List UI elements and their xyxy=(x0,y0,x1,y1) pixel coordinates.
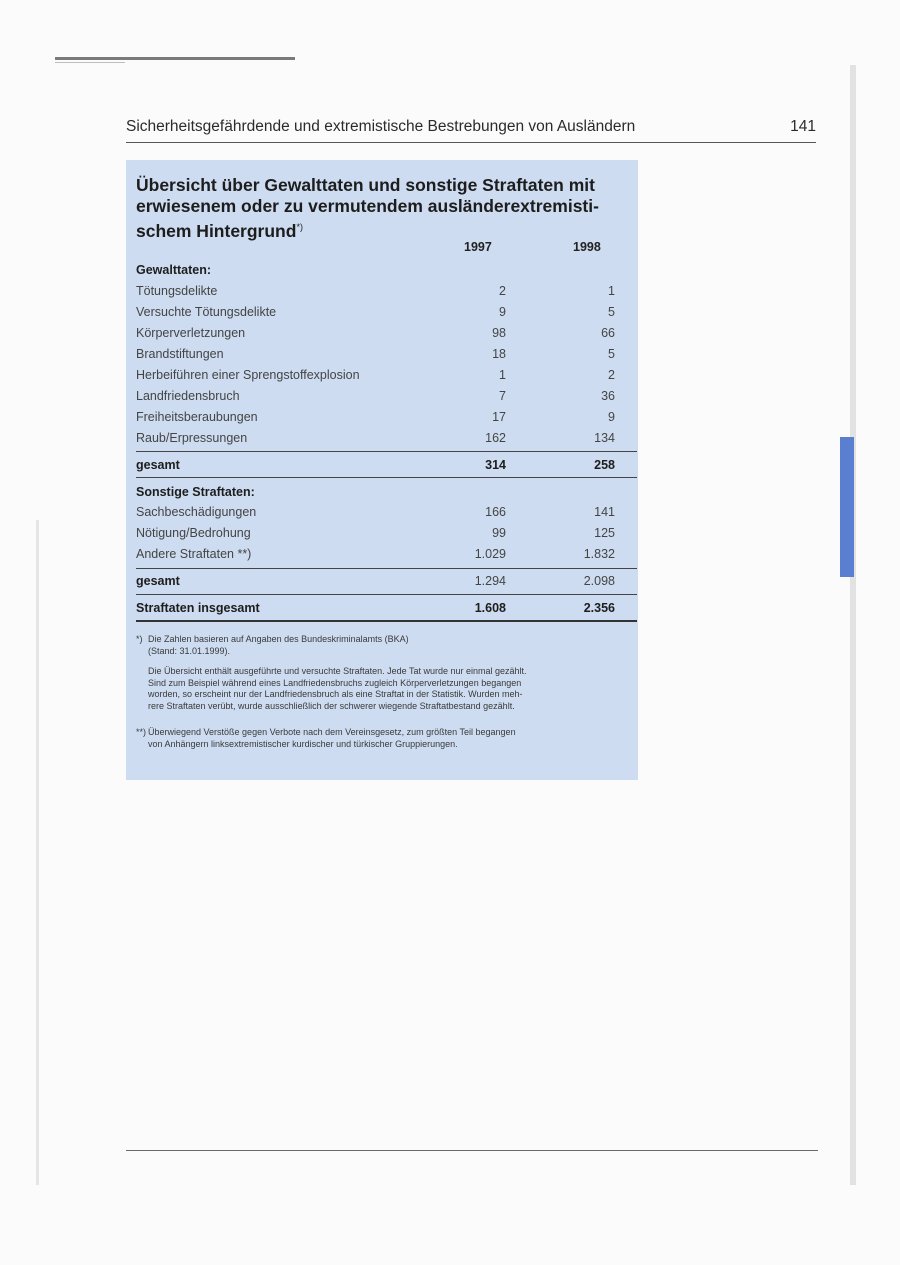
divider xyxy=(136,594,637,595)
statistics-box: Übersicht über Gewalttaten und sonstige Straftaten mit erwiesenem oder zu vermutendem ausländerextremisti-schem Hintergrund*) 1997 1998 Gewalttaten: Tötungsdelikte 2 1 Versuchte Tötungsdelikte 9 5 Körperverletzungen 98 66 Brandstiftungen 18 5 Herbeiführen einer Sprengstoffexplosion 1 2 Landfriedensbruch 7 36 Freiheitsberaubungen 17 9 Raub/Erpressungen 162 134 gesamt 314 258 Sonstige Straftaten: Sachbeschädigungen 166 141 Nötigung/Bedrohung 99 125 Andere Straftaten **) 1.029 1.832 gesamt 1.294 2.098 Straftaten insgesamt 1.608 2.356 *) Die Zahlen basieren auf Angaben des Bundeskriminalamts (BKA) (Stand: 31.01.1999). Die Übersicht enthält ausgeführte und versuchte Straftaten. Jede Tat wurde nur einmal gezählt. Sind zum Beispiel während eines Landfriedensbruchs zugleich Körperverletzungen begangen worden, so erscheint nur der Landfriedensbruch als eine Straftat in der Statistik. Wurden meh- rere Straftaten verübt, wurde ausschließlich der schwerer wiegende Straftatbestand gezählt. **) Überwiegend Verstöße gegen Verbote nach dem Vereinsgesetz, zum größten Teil begangen von Anhängern linksextremistischer kurdischer und türkischer Gruppierungen. xyxy=(126,160,638,780)
table-row: Freiheitsberaubungen 17 9 xyxy=(136,410,615,424)
binding-edge xyxy=(36,520,39,1185)
year-header-1998: 1998 xyxy=(573,240,601,254)
running-title: Sicherheitsgefährdende und extremistische Bestrebungen von Ausländern xyxy=(126,118,636,135)
top-decor-rule xyxy=(55,57,295,60)
table-row: Herbeiführen einer Sprengstoffexplosion 1 2 xyxy=(136,368,615,382)
year-header-1997: 1997 xyxy=(464,240,492,254)
page-number: 141 xyxy=(790,118,816,135)
table-row: Körperverletzungen 98 66 xyxy=(136,326,615,340)
table-title: Übersicht über Gewalttaten und sonstige Straftaten mit erwiesenem oder zu vermutendem ausländerextremisti-schem Hintergrund*) xyxy=(136,175,599,241)
page-edge-shadow xyxy=(850,65,856,1185)
table-row: Brandstiftungen 18 5 xyxy=(136,347,615,361)
table-row: Raub/Erpressungen 162 134 xyxy=(136,431,615,445)
chapter-tab-marker xyxy=(840,437,854,577)
header-rule xyxy=(126,142,816,143)
divider xyxy=(136,568,637,569)
divider xyxy=(136,451,637,452)
section-heading-violent: Gewalttaten: xyxy=(136,263,212,277)
table-row: Versuchte Tötungsdelikte 9 5 xyxy=(136,305,615,319)
top-decor-rule-thin xyxy=(55,62,125,63)
table-row: Landfriedensbruch 7 36 xyxy=(136,389,615,403)
table-row: Andere Straftaten **) 1.029 1.832 xyxy=(136,547,615,561)
table-row: Sachbeschädigungen 166 141 xyxy=(136,505,615,519)
title-footnote-mark: *) xyxy=(296,222,303,232)
running-header xyxy=(126,118,816,136)
subtotal-row-violent: gesamt 314 258 xyxy=(136,458,615,472)
divider-thick xyxy=(136,620,637,622)
footer-rule xyxy=(126,1150,818,1151)
table-row: Nötigung/Bedrohung 99 125 xyxy=(136,526,615,540)
subtotal-row-other: gesamt 1.294 2.098 xyxy=(136,574,615,588)
section-heading-other: Sonstige Straftaten: xyxy=(136,485,255,499)
grand-total-row: Straftaten insgesamt 1.608 2.356 xyxy=(136,601,615,615)
divider xyxy=(136,477,637,478)
table-row: Tötungsdelikte 2 1 xyxy=(136,284,615,298)
